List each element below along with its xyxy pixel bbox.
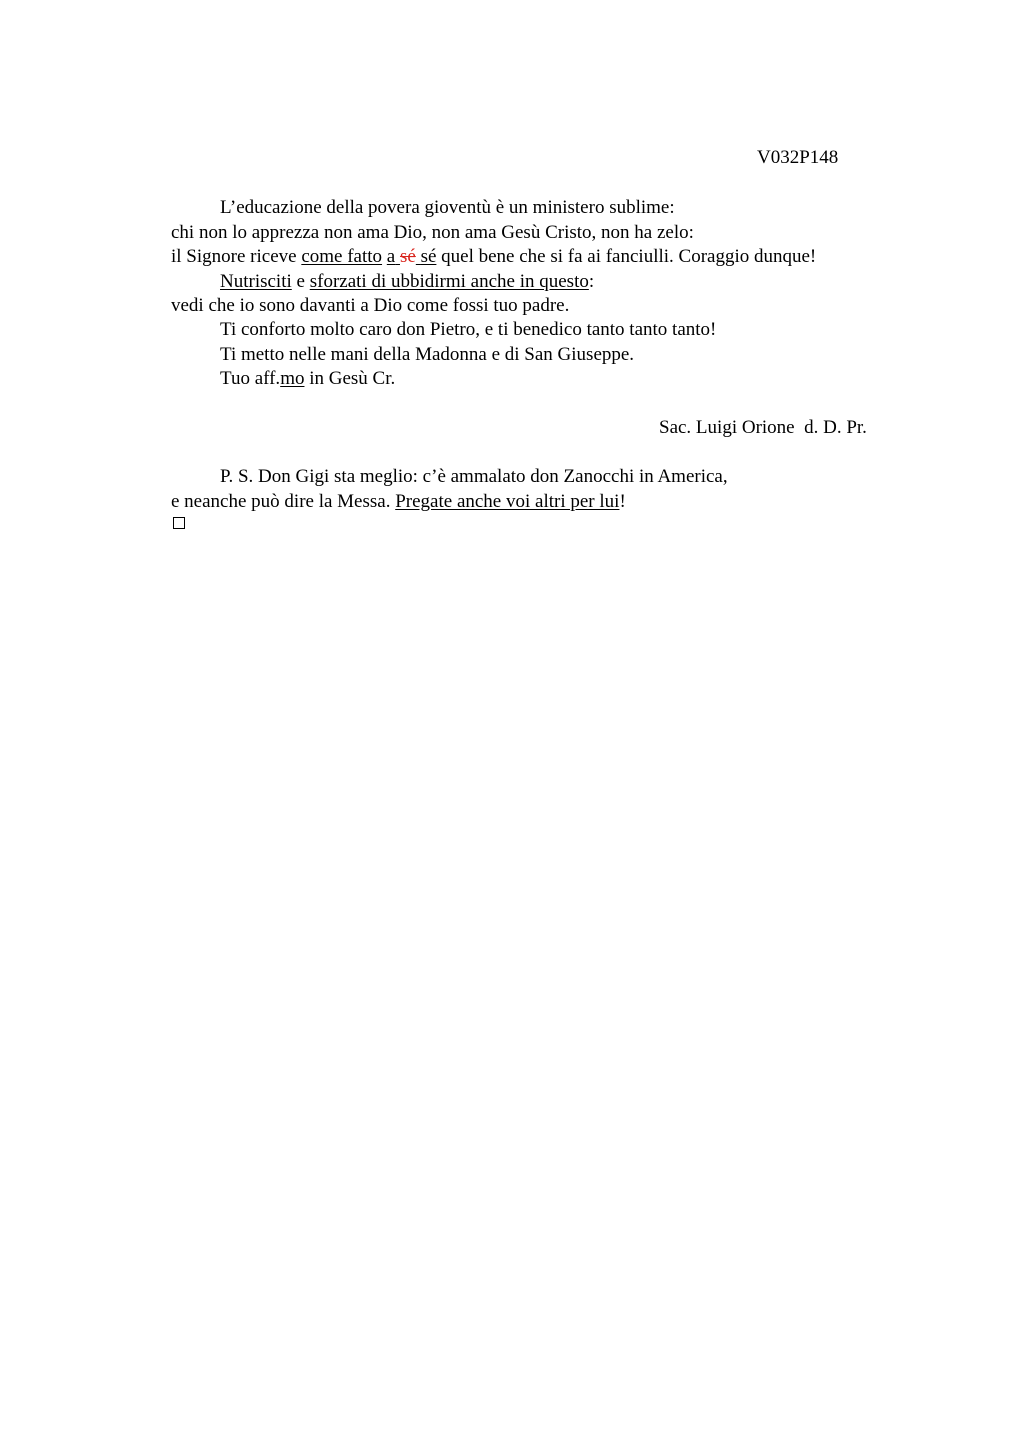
- text-segment: :: [588, 271, 595, 292]
- underlined-phrase: come fatto: [301, 246, 383, 267]
- underlined-word: Nutrisciti: [220, 271, 292, 292]
- text-segment: e neanche può dire la Messa.: [171, 491, 396, 512]
- page-code: V032P148: [757, 147, 839, 168]
- letter-line-7: Ti metto nelle mani della Madonna e di San Giuseppe.: [220, 344, 635, 365]
- underlined-phrase: sforzati di ubbidirmi anche in questo: [309, 271, 589, 292]
- letter-line-8: [220, 367, 395, 391]
- letter-line-6: Ti conforto molto caro don Pietro, e ti benedico tanto tanto tanto!: [220, 319, 717, 340]
- signature: Sac. Luigi Orione d. D. Pr.: [659, 417, 867, 438]
- letter-line-5: vedi che io sono davanti a Dio come fossi tuo padre.: [171, 295, 570, 316]
- text-segment: quel bene che si fa ai fanciulli. Coraggio dunque!: [436, 246, 817, 267]
- postscript-line-1: P. S. Don Gigi sta meglio: c’è ammalato don Zanocchi in America,: [220, 466, 728, 487]
- letter-line-2: chi non lo apprezza non ama Dio, non ama Gesù Cristo, non ha zelo:: [171, 222, 694, 243]
- strikethrough-correction: sé: [399, 246, 416, 267]
- underlined-word: sé: [420, 246, 437, 267]
- text-segment: il Signore riceve: [171, 246, 302, 267]
- postscript-line-2: [171, 490, 626, 514]
- text-segment: !: [619, 491, 626, 512]
- checkbox-square-icon: [173, 517, 185, 529]
- text-segment: Tuo aff.: [220, 368, 281, 389]
- letter-line-4: [220, 270, 594, 294]
- underlined-phrase: Pregate anche voi altri per lui: [395, 491, 620, 512]
- text-segment: in Gesù Cr.: [304, 368, 396, 389]
- letter-line-1: L’educazione della povera gioventù è un ministero sublime:: [220, 197, 675, 218]
- letter-line-3: [171, 245, 816, 269]
- underlined-word: a: [386, 246, 396, 267]
- text-segment: e: [291, 271, 310, 292]
- underlined-abbreviation: mo: [280, 368, 305, 389]
